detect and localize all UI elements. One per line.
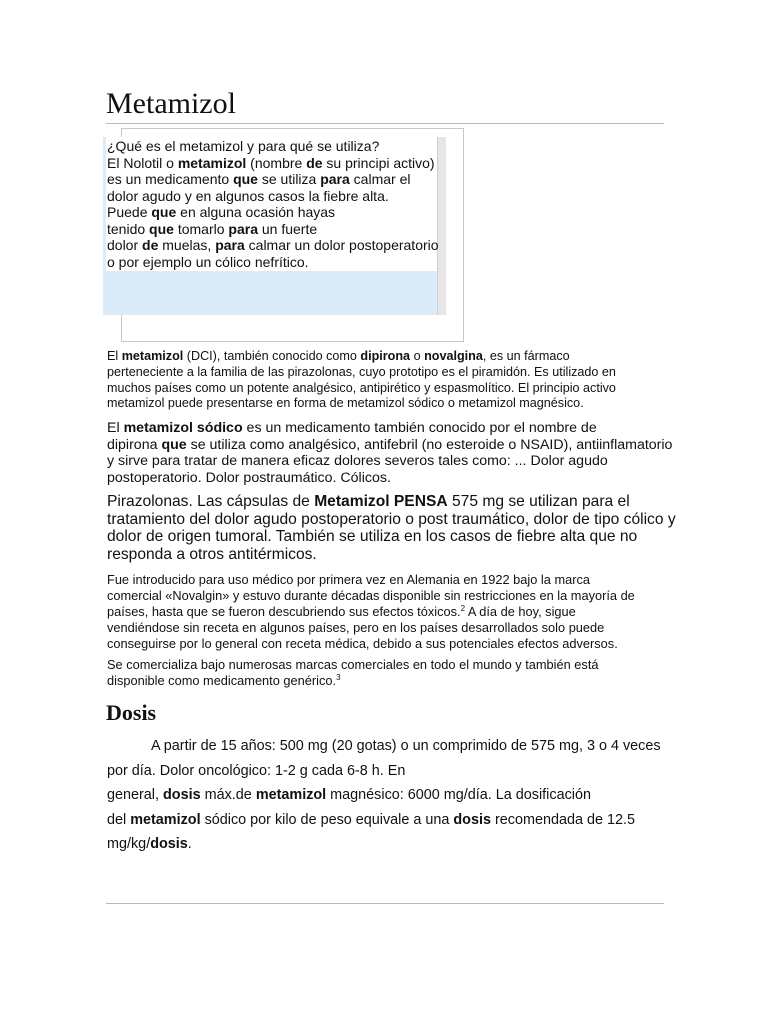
paragraph-line: Pirazolonas. Las cápsulas de Metamizol PENSA 575 mg se utilizan para el [107, 493, 630, 510]
section-title-dosis: Dosis [106, 700, 157, 725]
paragraph-line: postoperatorio. Dolor postraumático. Cólicos. [107, 469, 391, 486]
paragraph-line: A partir de 15 años: 500 mg (20 gotas) o un comprimido de 575 mg, 3 o 4 veces [151, 738, 661, 754]
paragraph-line: responda a otros antitérmicos. [107, 545, 317, 563]
paragraph-line: disponible como medicamento genérico.$^3$ [107, 672, 341, 688]
quote-line: ¿Qué es el metamizol y para qué se utiliza? [107, 138, 380, 154]
footnote-ref: 3 [336, 672, 341, 682]
paragraph-line: El metamizol (DCI), también conocido como dipirona o novalgina, es un fármaco [107, 349, 570, 363]
paragraph-line: muchos países como un potente analgésico, antipirético y espasmolítico. El principio activo [107, 380, 616, 395]
footer-divider [106, 903, 664, 904]
brands-paragraph [107, 657, 667, 689]
paragraph-line: metamizol puede presentarse en forma de metamizol sódico o metamizol magnésico. [107, 396, 584, 411]
dose-paragraph [107, 734, 667, 857]
page-title: Metamizol [106, 87, 236, 120]
paragraph-line: por día. Dolor oncológico: 1-2 g cada 6-8 h. En [107, 762, 406, 779]
title-divider [106, 123, 664, 124]
paragraph-line: perteneciente a la familia de las pirazolonas, cuyo prototipo es el piramidón. Es utilizado en [107, 364, 616, 379]
paragraph-line: comercial «Novalgin» y estuvo durante décadas disponible sin restricciones en la mayoría de [107, 587, 635, 603]
quote-line: dolor agudo y en algunos casos la fiebre alta. [107, 187, 389, 204]
paragraph-line: dolor de origen tumoral. También se utiliza en los casos de fiebre alta que no [107, 528, 638, 546]
paragraph-line: general, dosis máx.de metamizol magnésico: 6000 mg/día. La dosificación [107, 787, 591, 804]
paragraph-line: países, hasta que se fueron descubriendo sus efectos tóxicos.$^2$ A día de hoy, sigue [107, 603, 576, 619]
paragraph-line: dipirona que se utiliza como analgésico, antifebril (no esteroide o NSAID), antiinflamatorio [107, 436, 673, 453]
paragraph-line: vendiéndose sin receta en algunos países, pero en los países desarrollados solo puede [107, 619, 605, 635]
footnote-ref: 2 [460, 603, 466, 613]
quote-line: Puede que en alguna ocasión hayas [107, 204, 336, 220]
paragraph-line: Fue introducido para uso médico por primera vez en Alemania en 1922 bajo la marca [107, 572, 591, 587]
paragraph-line: mg/kg/dosis. [107, 836, 192, 853]
paragraph-line: y sirve para tratar de manera eficaz dolores severos tales como: ... Dolor agudo [107, 453, 608, 469]
paragraph-line: conseguirse por lo general con receta médica, debido a sus potenciales efectos adversos. [107, 635, 618, 651]
history-paragraph [107, 572, 667, 652]
sodium-paragraph [107, 420, 673, 486]
paragraph-line: tratamiento del dolor agudo postoperatorio o post traumático, dolor de tipo cólico y [107, 510, 676, 528]
quote-line: dolor de muelas, para calmar un dolor postoperatorio [107, 237, 439, 253]
paragraph-line: El metamizol sódico es un medicamento también conocido por el nombre de [107, 420, 597, 436]
capsules-paragraph [107, 493, 676, 563]
paragraph-line: Se comercializa bajo numerosas marcas comerciales en todo el mundo y también está [107, 657, 599, 672]
quote-line: o por ejemplo un cólico nefrítico. [107, 253, 309, 270]
quote-line: tenido que tomarlo para un fuerte [107, 220, 318, 237]
quote-block [107, 138, 442, 270]
quote-line: es un medicamento que se utiliza para calmar el [107, 171, 411, 187]
intro-paragraph [107, 349, 667, 412]
paragraph-line: del metamizol sódico por kilo de peso equivale a una dosis recomendada de 12.5 [107, 811, 635, 828]
quote-line: El Nolotil o metamizol (nombre de su principi activo) [107, 154, 435, 171]
